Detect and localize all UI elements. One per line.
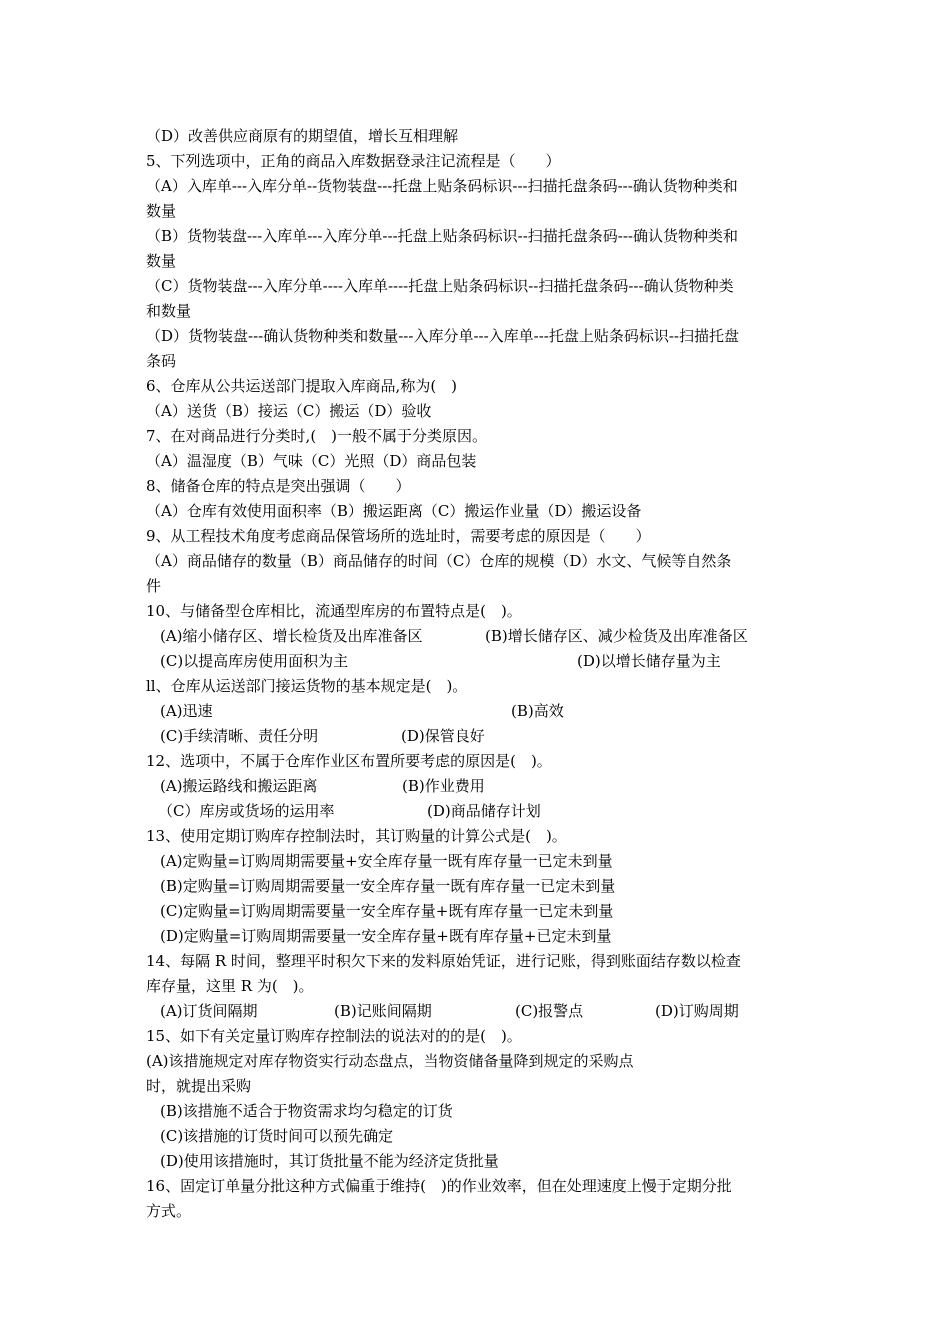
- option-b: (B)记账间隔期: [334, 1002, 432, 1020]
- option-line: （A）温湿度（B）气味（C）光照（D）商品包装: [146, 452, 477, 470]
- option-line: （A）商品储存的数量（B）商品储存的时间（C）仓库的规模（D）水文、气候等自然条: [146, 552, 732, 570]
- question-12: 12、选项中，不属于仓库作业区布置所要考虑的原因是( )。: [146, 752, 552, 770]
- question-7: 7、在对商品进行分类时,( )一般不属于分类原因。: [146, 427, 488, 445]
- option-b: (B)高效: [511, 702, 564, 720]
- option-a: (A)该措施规定对库存物资实行动态盘点，当物资储备量降到规定的采购点: [146, 1052, 634, 1070]
- option-a: (A)定购量=订购周期需要量+安全库存量一既有库存量一已定未到量: [160, 852, 613, 870]
- option-line: （D）改善供应商原有的期望值，增长互相理解: [146, 127, 459, 145]
- option-c: (C)以提高库房使用面积为主: [160, 652, 349, 670]
- question-15: 15、如下有关定量订购库存控制法的说法对的的是( )。: [146, 1027, 522, 1045]
- option-d: (D)使用该措施时，其订货批量不能为经济定货批量: [160, 1152, 499, 1170]
- option-d: (D)商品储存计划: [427, 802, 541, 820]
- option-a-cont: 时，就提出采购: [146, 1077, 252, 1095]
- option-d: (D)定购量=订购周期需要量一安全库存量+既有库存量+已定未到量: [160, 927, 612, 945]
- option-line: （A）仓库有效使用面积率（B）搬运距离（C）搬运作业量（D）搬运设备: [146, 502, 642, 520]
- option-b: (B)定购量=订购周期需要量一安全库存量一既有库存量一已定未到量: [160, 877, 616, 895]
- option-a: (A)缩小储存区、增长检货及出库准备区: [160, 627, 423, 645]
- option-a: (A)搬运路线和搬运距离: [160, 777, 318, 795]
- question-8: 8、储备仓库的特点是突出强调（ ）: [146, 477, 411, 495]
- option-row: [146, 799, 811, 824]
- option-row: [146, 624, 811, 649]
- option-b: (B)作业费用: [402, 777, 485, 795]
- option-row: [146, 774, 811, 799]
- question-13: 13、使用定期订购库存控制法时，其订购量的计算公式是( )。: [146, 827, 567, 845]
- option-c: (C)定购量=订购周期需要量一安全库存量+既有库存量一已定未到量: [160, 902, 614, 920]
- option-a: (A)迅速: [160, 702, 213, 720]
- option-d: (D)保管良好: [401, 727, 485, 745]
- option-line: （A）送货（B）接运（C）搬运（D）验收: [146, 402, 432, 420]
- option-c: (C)报警点: [515, 1002, 584, 1020]
- option-line-cont: 数量: [146, 252, 177, 270]
- option-row: [146, 724, 811, 749]
- document-body: [146, 124, 811, 1224]
- option-d: (D)以增长储存量为主: [577, 652, 721, 670]
- question-10: 10、与储备型仓库相比，流通型库房的布置特点是( )。: [146, 602, 522, 620]
- option-b: (B)该措施不适合于物资需求均匀稳定的订货: [160, 1102, 453, 1120]
- option-line: （C）货物装盘---入库分单----入库单----托盘上贴条码标识--扫描托盘条码---确认货物种类: [146, 277, 734, 295]
- option-row: [146, 999, 811, 1024]
- question-6: 6、仓库从公共运送部门提取入库商品,称为( ): [146, 377, 458, 395]
- question-16-cont: 方式。: [146, 1202, 192, 1220]
- option-c: （C）库房或货场的运用率: [158, 802, 335, 820]
- question-14-cont: 库存量，这里 R 为( )。: [146, 977, 314, 995]
- option-a: (A)订货间隔期: [160, 1002, 258, 1020]
- question-5: 5、下列选项中，正角的商品入库数据登录注记流程是（ ）: [146, 152, 561, 170]
- option-line-cont: 件: [146, 577, 162, 595]
- option-line-cont: 数量: [146, 202, 177, 220]
- option-c: (C)手续清晰、责任分明: [160, 727, 319, 745]
- option-line: （D）货物装盘---确认货物种类和数量---入库分单---入库单---托盘上贴条码标识--扫描托盘: [146, 327, 739, 345]
- question-11: ll、仓库从运送部门接运货物的基本规定是( )。: [146, 677, 468, 695]
- option-line-cont: 条码: [146, 352, 177, 370]
- option-line: （B）货物装盘---入库单---入库分单---托盘上贴条码标识--扫描托盘条码---确认货物种类和: [146, 227, 738, 245]
- option-line: （A）入库单---入库分单--货物装盘---托盘上贴条码标识---扫描托盘条码---确认货物种类和: [146, 177, 738, 195]
- option-row: [146, 699, 811, 724]
- option-line-cont: 和数量: [146, 302, 192, 320]
- question-14: 14、每隔 R 时间，整理平时积欠下来的发料原始凭证，进行记账，得到账面结存数以检查: [146, 952, 741, 970]
- option-row: [146, 649, 811, 674]
- option-c: (C)该措施的订货时间可以预先确定: [160, 1127, 394, 1145]
- question-16: 16、固定订单量分批这种方式偏重于维持( )的作业效率，但在处理速度上慢于定期分批: [146, 1177, 732, 1195]
- option-b: (B)增长储存区、减少检货及出库准备区: [485, 627, 748, 645]
- option-d: (D)订购周期: [655, 1002, 739, 1020]
- question-9: 9、从工程技术角度考虑商品保管场所的选址时，需要考虑的原因是（ ）: [146, 527, 651, 545]
